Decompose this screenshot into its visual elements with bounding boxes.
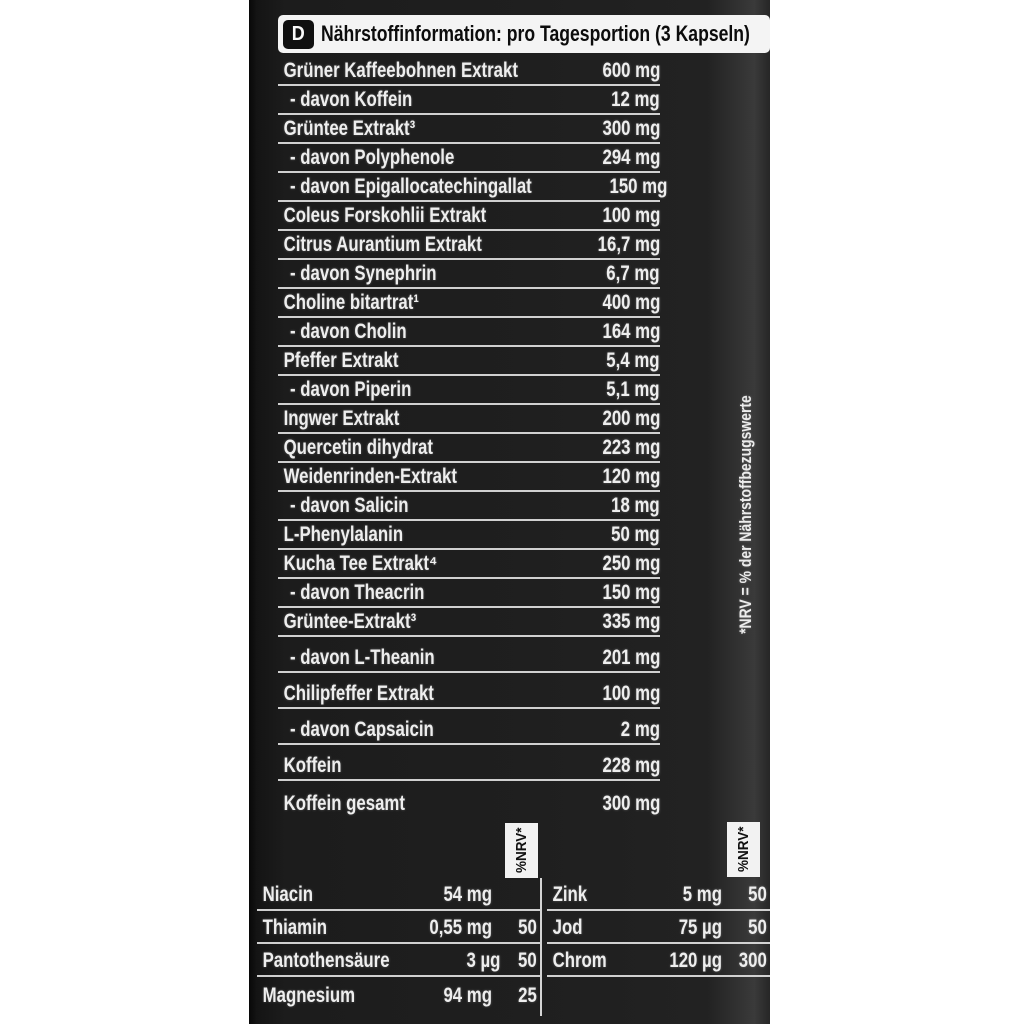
ingredient-name: Pfeffer Extrakt (283, 348, 399, 372)
ingredient-name: Koffein gesamt (283, 791, 405, 815)
ingredient-name: - davon Polyphenole (290, 145, 455, 169)
ingredient-amount: 228 mg (602, 753, 660, 777)
table-row (278, 260, 660, 289)
nrv-footnote-text: *NRV = % der Nährstoffbezugswerte (736, 395, 755, 635)
micronutrient-column-left (257, 878, 540, 1018)
ingredient-amount: 150 mg (602, 580, 660, 604)
table-row (278, 550, 660, 579)
ingredient-amount: 100 mg (602, 203, 660, 227)
table-row (278, 115, 660, 144)
ingredient-amount: 50 mg (611, 522, 660, 546)
ingredient-amount: 250 mg (602, 551, 660, 575)
ingredient-name: L-Phenylalanin (283, 522, 404, 546)
table-row (278, 173, 668, 202)
nutrient-nrv: 300 (738, 948, 767, 972)
ingredient-amount: 100 mg (602, 681, 660, 705)
table-row (278, 709, 660, 745)
nutrient-amount: 0,55 mg (429, 915, 492, 939)
ingredient-name: - davon Piperin (290, 377, 412, 401)
ingredient-name: - davon Salicin (290, 493, 409, 517)
ingredient-name: Choline bitartrat¹ (283, 290, 419, 314)
ingredient-amount: 200 mg (602, 406, 660, 430)
ingredient-name: Weidenrinden-Extrakt (283, 464, 457, 488)
ingredient-name: Ingwer Extrakt (283, 406, 400, 430)
ingredient-name: Chilipfeffer Extrakt (283, 681, 434, 705)
nrv-badge-left (505, 823, 538, 878)
ingredient-amount: 5,4 mg (606, 348, 660, 372)
ingredient-amount: 600 mg (602, 58, 660, 82)
nutrient-name: Magnesium (262, 983, 356, 1007)
table-row (278, 434, 660, 463)
table-row (278, 144, 660, 173)
ingredient-amount: 300 mg (602, 116, 660, 140)
table-row (278, 492, 660, 521)
table-row (278, 637, 660, 673)
nutrient-name: Niacin (262, 882, 314, 906)
micronutrient-table (257, 878, 770, 1018)
nrv-footnote (730, 345, 762, 685)
header-bar (278, 15, 770, 53)
ingredient-name: Coleus Forskohlii Extrakt (283, 203, 487, 227)
table-row (278, 376, 660, 405)
nutrient-nrv: 50 (748, 882, 767, 906)
ingredient-name: Grüntee Extrakt³ (283, 116, 416, 140)
main-table (278, 57, 668, 817)
table-row (547, 944, 770, 977)
ingredient-amount: 150 mg (609, 174, 668, 198)
nrv-badge-left-text: %NRV* (513, 827, 530, 874)
ingredient-amount: 2 mg (620, 717, 660, 741)
table-row (278, 521, 660, 550)
table-row (278, 57, 660, 86)
table-row (278, 673, 660, 709)
table-row (278, 86, 660, 115)
nutrient-name: Pantothensäure (262, 948, 390, 972)
nutrient-amount: 120 µg (669, 948, 722, 972)
ingredient-amount: 18 mg (611, 493, 660, 517)
micronutrient-column-right (542, 878, 770, 1018)
ingredient-amount: 120 mg (602, 464, 660, 488)
table-row (278, 781, 660, 817)
nutrient-amount: 94 mg (443, 983, 492, 1007)
table-row (278, 231, 660, 260)
ingredient-name: Grüntee-Extrakt³ (283, 609, 417, 633)
nutrient-nrv: 25 (518, 983, 537, 1007)
nutrient-name: Zink (552, 882, 588, 906)
ingredient-amount: 201 mg (602, 645, 660, 669)
table-row (278, 318, 660, 347)
nrv-badge-right-text: %NRV* (735, 826, 752, 873)
ingredient-amount: 300 mg (602, 791, 660, 815)
nutrient-name: Chrom (552, 948, 607, 972)
nutrient-nrv: 50 (518, 915, 537, 939)
label-panel (249, 0, 770, 1024)
table-row (278, 608, 660, 637)
table-row (257, 878, 540, 911)
ingredient-name: - davon Koffein (290, 87, 413, 111)
ingredient-name: Koffein (283, 753, 342, 777)
country-code: D (291, 22, 305, 45)
nrv-badge-right (727, 822, 760, 877)
table-row (278, 289, 660, 318)
nutrient-name: Thiamin (262, 915, 328, 939)
ingredient-amount: 400 mg (602, 290, 660, 314)
nutrient-nrv: 50 (518, 948, 537, 972)
table-row (278, 745, 660, 781)
ingredient-amount: 16,7 mg (597, 232, 660, 256)
ingredient-name: Quercetin dihydrat (283, 435, 433, 459)
table-row (278, 347, 660, 376)
table-row (547, 878, 770, 911)
ingredient-amount: 6,7 mg (606, 261, 660, 285)
ingredient-name: - davon L-Theanin (290, 645, 435, 669)
nutrient-name: Jod (552, 915, 583, 939)
table-row (278, 463, 660, 492)
nutrient-nrv: 50 (748, 915, 767, 939)
nutrient-amount: 75 µg (678, 915, 722, 939)
ingredient-name: - davon Theacrin (290, 580, 425, 604)
table-row (278, 579, 660, 608)
table-row (257, 944, 540, 977)
ingredient-amount: 164 mg (602, 319, 660, 343)
nutrient-amount: 3 µg (466, 948, 501, 972)
ingredient-name: - davon Cholin (290, 319, 407, 343)
ingredient-name: - davon Epigallocatechingallat (290, 174, 532, 198)
ingredient-amount: 294 mg (602, 145, 660, 169)
country-code-badge (283, 20, 314, 49)
ingredient-name: Kucha Tee Extrakt⁴ (283, 551, 438, 575)
ingredient-amount: 335 mg (602, 609, 660, 633)
table-row (257, 911, 540, 944)
nutrient-amount: 5 mg (682, 882, 722, 906)
ingredient-name: - davon Synephrin (290, 261, 437, 285)
ingredient-name: Citrus Aurantium Extrakt (283, 232, 482, 256)
table-row (278, 202, 660, 231)
ingredient-amount: 223 mg (602, 435, 660, 459)
ingredient-name: - davon Capsaicin (290, 717, 434, 741)
nutrient-amount: 54 mg (443, 882, 492, 906)
ingredient-amount: 12 mg (611, 87, 660, 111)
table-row (257, 977, 540, 1010)
header-title: Nährstoffinformation: pro Tagesportion (3 Kapseln) (321, 21, 750, 46)
table-row (547, 911, 770, 944)
ingredient-name: Grüner Kaffeebohnen Extrakt (283, 58, 518, 82)
ingredient-amount: 5,1 mg (606, 377, 660, 401)
table-row (278, 405, 660, 434)
